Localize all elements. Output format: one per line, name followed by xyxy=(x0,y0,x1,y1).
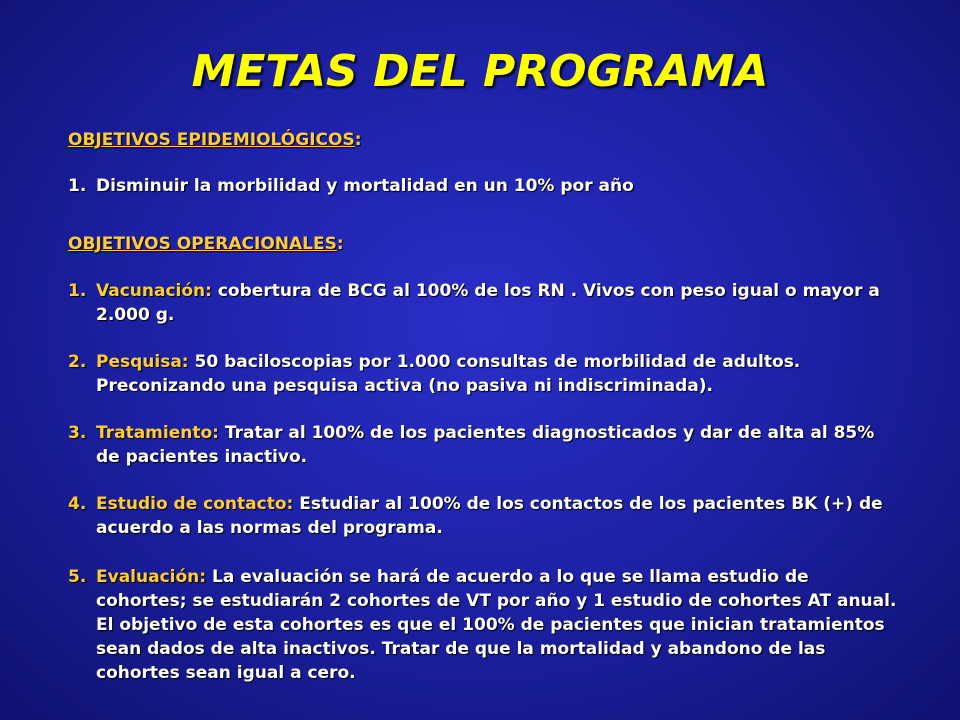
epidemiologico-item-1 xyxy=(68,174,898,198)
item-number: 5. xyxy=(68,567,87,587)
heading-objetivos-epidemiologicos xyxy=(68,130,362,150)
item-label: Tratamiento: xyxy=(96,423,219,443)
operacional-item-estudio-contacto xyxy=(68,492,898,540)
heading-epidemiologicos-text: OBJETIVOS EPIDEMIOLÓGICOS xyxy=(68,130,355,150)
operacional-item-evaluacion xyxy=(68,565,898,685)
item-number: 2. xyxy=(68,352,87,372)
item-text: Estudiar al 100% de los contactos de los pacientes BK (+) de acuerdo a las normas del programa. xyxy=(96,494,883,538)
heading-operacionales-colon: : xyxy=(336,234,344,254)
item-text: Disminuir la morbilidad y mortalidad en un 10% por año xyxy=(96,176,634,196)
heading-operacionales-text: OBJETIVOS OPERACIONALES xyxy=(68,234,337,254)
item-number: 3. xyxy=(68,423,87,443)
item-label: Vacunación: xyxy=(96,281,212,301)
item-text: cobertura de BCG al 100% de los RN . Vivos con peso igual o mayor a 2.000 g. xyxy=(96,281,880,325)
heading-objetivos-operacionales xyxy=(68,234,344,254)
heading-epidemiologicos-colon: : xyxy=(354,130,362,150)
operacional-item-pesquisa xyxy=(68,350,898,398)
item-text: La evaluación se hará de acuerdo a lo que se llama estudio de cohortes; se estudiarán 2 cohortes de VT por año y 1 estudio de cohortes AT anual. El objetivo de esta cohortes es que el 100% de pacientes que inician tratamientos sean dados de alta inactivos. Tratar de que la mortalidad y abandono de las cohortes sean igual a cero. xyxy=(96,567,897,683)
item-label: Evaluación: xyxy=(96,567,207,587)
item-label: Estudio de contacto: xyxy=(96,494,294,514)
item-text: 50 baciloscopias por 1.000 consultas de morbilidad de adultos. Preconizando una pesquisa activa (no pasiva ni indiscriminada). xyxy=(96,352,801,396)
operacional-item-tratamiento xyxy=(68,421,898,469)
slide-title: METAS DEL PROGRAMA xyxy=(191,46,769,97)
operacional-item-vacunacion xyxy=(68,279,898,327)
item-number: 1. xyxy=(68,176,87,196)
item-text: Tratar al 100% de los pacientes diagnosticados y dar de alta al 85% de pacientes inactivo. xyxy=(96,423,875,467)
item-label: Pesquisa: xyxy=(96,352,189,372)
item-number: 1. xyxy=(68,281,87,301)
item-number: 4. xyxy=(68,494,87,514)
